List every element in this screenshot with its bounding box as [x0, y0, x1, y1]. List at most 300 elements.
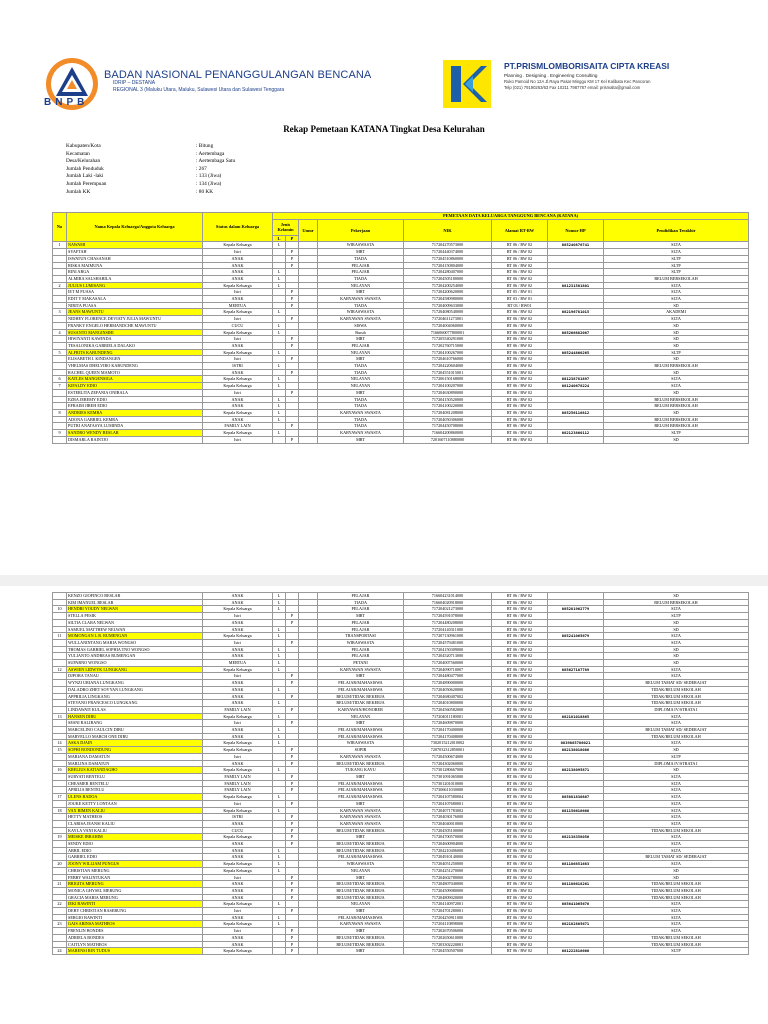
family-status: Kepala Keluarga [203, 376, 273, 383]
phone-number [548, 369, 604, 376]
phone-number [548, 914, 604, 921]
sex-female: P [286, 706, 299, 713]
member-name: IET M PUASA [67, 289, 203, 296]
table-row [53, 309, 749, 316]
address-rt-rw: RT 06 / RW 02 [492, 908, 548, 915]
phone-number [548, 289, 604, 296]
occupation: NELAYAN [318, 383, 404, 390]
education: SD [604, 329, 749, 336]
occupation: PELAJAR [318, 342, 404, 349]
sex-male: L [273, 309, 286, 316]
family-status: ANAK [203, 680, 273, 687]
nik: 717204910140000 [404, 854, 492, 861]
family-status: Istri [203, 673, 273, 680]
sex-female: P [286, 747, 299, 754]
family-status: Kepala Keluarga [203, 606, 273, 613]
phone-number: 082138095871 [548, 767, 604, 774]
member-name: KIM IMANUEL BESLAR [67, 599, 203, 606]
nik: 717204040010000 [404, 820, 492, 827]
address-rt-rw: RT 06 / RW 02 [492, 255, 548, 262]
member-name: HETTY MATHEOS [67, 814, 203, 821]
age [299, 242, 318, 249]
age [299, 606, 318, 613]
table-row [53, 369, 749, 376]
occupation: TUKANG KAYU [318, 767, 404, 774]
family-status: Istri [203, 436, 273, 443]
sex-female [286, 349, 299, 356]
member-name: DISMARLA RAINTJO [67, 436, 203, 443]
family-status: Kepala Keluarga [203, 713, 273, 720]
row-number [53, 626, 67, 633]
row-number: 19 [53, 834, 67, 841]
occupation: TIADA [318, 396, 404, 403]
address-rt-rw: RT 06 / RW 02 [492, 941, 548, 948]
row-number: 4 [53, 329, 67, 336]
sex-female: P [286, 296, 299, 303]
sex-male: L [273, 653, 286, 660]
address-rt-rw: RT 06 / RW 02 [492, 693, 548, 700]
nik: 717204150520000 [404, 396, 492, 403]
family-status: Kepala Keluarga [203, 309, 273, 316]
address-rt-rw: RT 06 / RW 02 [492, 376, 548, 383]
education: SLTA [604, 901, 749, 908]
sex-male: L [273, 666, 286, 673]
sex-male [273, 874, 286, 881]
phone-number [548, 653, 604, 660]
member-name: SERGIO BAWINTI [67, 914, 203, 921]
age [299, 820, 318, 827]
sex-female: P [286, 908, 299, 915]
table-row [53, 841, 749, 848]
sex-female: P [286, 289, 299, 296]
pt-company-tagline: Planning . Designing . Engineering Consulting [504, 73, 598, 78]
age [299, 908, 318, 915]
table-row [53, 814, 749, 821]
row-number [53, 255, 67, 262]
sex-male: L [273, 430, 286, 437]
nik: 717204021273000 [404, 606, 492, 613]
table-row [53, 269, 749, 276]
sex-male [273, 619, 286, 626]
sex-male [273, 302, 286, 309]
family-status: Kepala Keluarga [203, 794, 273, 801]
sex-female [286, 363, 299, 370]
sex-female [286, 686, 299, 693]
education: TIDAK/BELUM SEKOLAH [604, 934, 749, 941]
family-status: ANAK [203, 369, 273, 376]
row-number [53, 416, 67, 423]
age [299, 309, 318, 316]
education: SLTA [604, 666, 749, 673]
sex-female: P [286, 948, 299, 955]
sex-female [286, 383, 299, 390]
phone-number [548, 363, 604, 370]
education: SLTA [604, 639, 749, 646]
phone-number [548, 887, 604, 894]
occupation: KARYAWAN SWASTA [318, 820, 404, 827]
address-rt-rw: RT 06 / RW 02 [492, 342, 548, 349]
sex-male: L [273, 914, 286, 921]
education: SD [604, 646, 749, 653]
occupation: PELAJAR/MAHASISWA [318, 794, 404, 801]
education: SLTA [604, 606, 749, 613]
family-status: ANAK [203, 599, 273, 606]
sex-female [286, 599, 299, 606]
age [299, 914, 318, 921]
table-row [53, 613, 749, 620]
sex-male: L [273, 861, 286, 868]
education: SLTP [604, 262, 749, 269]
member-name: ISWATUN CHASANAH [67, 255, 203, 262]
sex-female [286, 409, 299, 416]
table-row [53, 646, 749, 653]
sex-female [286, 646, 299, 653]
occupation: PELAJAR [318, 653, 404, 660]
table-row [53, 807, 749, 814]
sex-female: P [286, 423, 299, 430]
sex-female: P [286, 814, 299, 821]
family-status: ANAK [203, 626, 273, 633]
address-rt-rw: RT 06 / RW 02 [492, 713, 548, 720]
info-label: Jumlah Penduduk [66, 165, 104, 172]
table-row [53, 820, 749, 827]
phone-number [548, 760, 604, 767]
member-name: PUTRI ANATASYA LUMINDA [67, 423, 203, 430]
member-name: MARENSI RIN TUDUS [67, 948, 203, 955]
nik: 717301201010000 [404, 780, 492, 787]
occupation: TIADA [318, 363, 404, 370]
member-name: EDIT Y MAKASALA [67, 296, 203, 303]
row-number [53, 653, 67, 660]
nik: 717204100220000 [404, 403, 492, 410]
nik: 717202650610000 [404, 934, 492, 941]
education: SD [604, 619, 749, 626]
address-rt-rw: RT 06 / RW 02 [492, 633, 548, 640]
family-status: Istri [203, 336, 273, 343]
age [299, 626, 318, 633]
member-name: ABRIL EDIO [67, 847, 203, 854]
table-row [53, 409, 749, 416]
nik: 717204200620000 [404, 289, 492, 296]
education: TIDAK/BELUM SEKOLAH [604, 894, 749, 901]
education: BELUM TAMAT SD/ SEDERAJAT [604, 680, 749, 687]
education: TIDAK/BELUM SEKOLAH [604, 941, 749, 948]
address-rt-rw: RT 06 / RW 02 [492, 356, 548, 363]
family-status: MERTUA [203, 660, 273, 667]
address-rt-rw: RT 06 / RW 02 [492, 322, 548, 329]
info-label: Jumlah Laki -laki [66, 173, 104, 180]
family-status: Kepala Keluarga [203, 349, 273, 356]
member-name: FRENLIN BONDES [67, 928, 203, 935]
member-name: FRANKY ENGELO HERMANDCHE MAWUNTU [67, 322, 203, 329]
phone-number: 085256116812 [548, 409, 604, 416]
sex-male: L [273, 847, 286, 854]
member-name: ASWIEN LIDWYK LUNGKANG [67, 666, 203, 673]
education: TIDAK/BELUM SEKOLAH [604, 881, 749, 888]
member-name: RINI ARGA [67, 269, 203, 276]
document-title: Rekap Pemetaan KATANA Tingkat Desa Kelurahan [283, 124, 485, 134]
phone-number [548, 820, 604, 827]
education: SLTA [604, 316, 749, 323]
row-number: 9 [53, 430, 67, 437]
education: SLTA [604, 928, 749, 935]
row-number [53, 660, 67, 667]
age [299, 706, 318, 713]
address-rt-rw: RT 06 / RW 02 [492, 349, 548, 356]
phone-number [548, 416, 604, 423]
education: SLTA [604, 282, 749, 289]
member-name: KAYLA VANI KALIU [67, 827, 203, 834]
nik: 7201607110880000 [404, 436, 492, 443]
family-status: ANAK [203, 269, 273, 276]
sex-male: L [273, 626, 286, 633]
nik: 717204081208000 [404, 409, 492, 416]
age [299, 713, 318, 720]
nik: 717204210406000 [404, 847, 492, 854]
age [299, 329, 318, 336]
address-rt-rw: RT 06 / RW 02 [492, 934, 548, 941]
pt-company-contact: Telp (021) 79190263/63 Fax 10211 7987787 email: prismalta@gmail.com [504, 85, 641, 90]
address-rt-rw: RT 06 / RW 02 [492, 660, 548, 667]
member-name: ADONA GABRIEL KEMBA [67, 416, 203, 423]
family-status: ISTRI [203, 814, 273, 821]
member-name: FEBRY WALINTUKAN [67, 874, 203, 881]
family-status: Kepala Keluarga [203, 747, 273, 754]
phone-number [548, 934, 604, 941]
row-number [53, 403, 67, 410]
occupation: BELUM/TIDAK BEKERJA [318, 847, 404, 854]
family-status: ANAK [203, 727, 273, 734]
age [299, 814, 318, 821]
education: SLTP [604, 269, 749, 276]
age [299, 934, 318, 941]
row-number [53, 941, 67, 948]
table-row [53, 941, 749, 948]
table-row [53, 249, 749, 256]
member-name: STELLA PESIK [67, 613, 203, 620]
family-status: ANAK [203, 619, 273, 626]
phone-number [548, 874, 604, 881]
header-female: P [286, 235, 299, 242]
sex-male: L [273, 901, 286, 908]
sex-female [286, 403, 299, 410]
family-status: ANAK [203, 881, 273, 888]
address-rt-rw: RT 06 / RW 02 [492, 275, 548, 282]
row-number: 20 [53, 861, 67, 868]
occupation: TIADA [318, 416, 404, 423]
nik: 717202760715000 [404, 342, 492, 349]
sex-male [273, 773, 286, 780]
row-number [53, 854, 67, 861]
family-status: ANAK [203, 396, 273, 403]
table-row [53, 389, 749, 396]
sex-female [286, 901, 299, 908]
phone-number [548, 356, 604, 363]
address-rt-rw: RT 06 / RW 02 [492, 242, 548, 249]
address-rt-rw: RT 06 / RW 02 [492, 700, 548, 707]
address-rt-rw: RT 06 / RW 02 [492, 396, 548, 403]
row-number [53, 296, 67, 303]
age [299, 941, 318, 948]
address-rt-rw: RT 06 / RW 02 [492, 834, 548, 841]
member-name: SILTIA CLARA NELWAN [67, 619, 203, 626]
member-name: RISKA MAIMUNA [67, 262, 203, 269]
member-name: KATLES MANGENSIGA [67, 376, 203, 383]
table-row [53, 349, 749, 356]
age [299, 322, 318, 329]
row-number: 11 [53, 633, 67, 640]
row-number [53, 841, 67, 848]
age [299, 700, 318, 707]
age [299, 302, 318, 309]
sex-male [273, 928, 286, 935]
sex-female [286, 275, 299, 282]
nik: 717204250911000 [404, 914, 492, 921]
sex-male [273, 706, 286, 713]
phone-number [548, 342, 604, 349]
row-number: 5 [53, 349, 67, 356]
address-rt-rw: RT 03 / RW 01 [492, 296, 548, 303]
sex-male [273, 249, 286, 256]
nik: 717204110898000 [404, 921, 492, 928]
education: TIDAK/BELUM SEKOLAH [604, 700, 749, 707]
sex-male [273, 613, 286, 620]
sex-male [273, 820, 286, 827]
nik: 717205540291000 [404, 336, 492, 343]
nik: 717204140972001 [404, 901, 492, 908]
nik: 717203302220001 [404, 941, 492, 948]
sex-female: P [286, 262, 299, 269]
header-job: Pekerjaan [318, 219, 404, 242]
sex-female [286, 376, 299, 383]
sex-female [286, 242, 299, 249]
sex-female [286, 606, 299, 613]
member-name: WYNZI URIANA LUNGKANG [67, 680, 203, 687]
family-status: FAMILY LAIN [203, 787, 273, 794]
occupation: BELUM/TIDAK BEKERJA [318, 887, 404, 894]
header-male: L [273, 235, 286, 242]
address-rt-rw: RT 06 / RW 02 [492, 914, 548, 921]
info-value: : 134 (Jiwa) [196, 180, 222, 187]
age [299, 673, 318, 680]
table-row [53, 626, 749, 633]
education: SLTA [604, 673, 749, 680]
age [299, 780, 318, 787]
family-status: ANAK [203, 686, 273, 693]
member-name: SUSANTO MANGINSIHI [67, 329, 203, 336]
row-number [53, 322, 67, 329]
nik: 717204051250000 [404, 861, 492, 868]
header-education: Pendidikan Terakhir [604, 219, 749, 242]
address-rt-rw: RT 06 / RW 02 [492, 686, 548, 693]
row-number [53, 275, 67, 282]
age [299, 928, 318, 935]
nik: 717204170400000 [404, 727, 492, 734]
nik: 717204200254000 [404, 282, 492, 289]
row-number [53, 673, 67, 680]
family-status: Istri [203, 356, 273, 363]
phone-number [548, 814, 604, 821]
member-name: DEBY CHRISTIAN RASEBUNG [67, 908, 203, 915]
education: SD [604, 874, 749, 881]
family-status: Istri [203, 928, 273, 935]
table-row [53, 430, 749, 437]
age [299, 282, 318, 289]
education: BELUM BERSEKOLAH [604, 275, 749, 282]
nik: 717204450708000 [404, 423, 492, 430]
sex-female: P [286, 693, 299, 700]
sex-male [273, 639, 286, 646]
address-rt-rw: RT 06 / RW 02 [492, 653, 548, 660]
nik: 716604200860000 [404, 430, 492, 437]
family-status: Kepala Keluarga [203, 282, 273, 289]
nik: 717204050620000 [404, 686, 492, 693]
sex-female: P [286, 787, 299, 794]
nik: 717204004060000 [404, 322, 492, 329]
nik: 717204050306000 [404, 416, 492, 423]
nik: 717301091065000 [404, 773, 492, 780]
age [299, 336, 318, 343]
family-status: Istri [203, 289, 273, 296]
sex-male: L [273, 275, 286, 282]
table-row [53, 383, 749, 390]
phone-number [548, 660, 604, 667]
row-number [53, 800, 67, 807]
occupation: PELAJAR [318, 646, 404, 653]
address-rt-rw: RT 06 / RW 02 [492, 606, 548, 613]
address-rt-rw: RT 06 / RW 02 [492, 753, 548, 760]
phone-number: 081186851683 [548, 861, 604, 868]
row-number: 10 [53, 606, 67, 613]
age [299, 342, 318, 349]
age [299, 423, 318, 430]
phone-number [548, 867, 604, 874]
education: BELUM BERSEKOLAH [604, 363, 749, 370]
sex-male: L [273, 329, 286, 336]
sex-female: P [286, 249, 299, 256]
table-row [53, 262, 749, 269]
occupation: MRT [318, 948, 404, 955]
sex-male [273, 934, 286, 941]
age [299, 727, 318, 734]
member-name: MARLINA DAMATUN [67, 760, 203, 767]
member-name: ALMIRA SALSHABILA [67, 275, 203, 282]
sex-male [273, 336, 286, 343]
katana-table-page-2 [52, 592, 749, 955]
occupation: WIRASWASTA [318, 639, 404, 646]
address-rt-rw: RT 06 / RW 02 [492, 760, 548, 767]
row-number: 15 [53, 747, 67, 754]
member-name: JOUKE KETTY LONTAAN [67, 800, 203, 807]
table-row [53, 914, 749, 921]
family-status: ANAK [203, 847, 273, 854]
member-name: APRILIA BENTELU [67, 787, 203, 794]
row-number [53, 720, 67, 727]
address-rt-rw: RT 06 / RW 02 [492, 814, 548, 821]
nik: 717306611030000 [404, 787, 492, 794]
table-row [53, 847, 749, 854]
row-number [53, 733, 67, 740]
sex-female: P [286, 773, 299, 780]
address-rt-rw: RT 06 / RW 02 [492, 847, 548, 854]
sex-male [273, 780, 286, 787]
info-value: : 80 KK [196, 188, 214, 195]
row-number [53, 760, 67, 767]
table-row [53, 727, 749, 734]
phone-number [548, 693, 604, 700]
nik: 717204550507000 [404, 948, 492, 955]
member-name: CHRISTIAN MERUNG [67, 867, 203, 874]
